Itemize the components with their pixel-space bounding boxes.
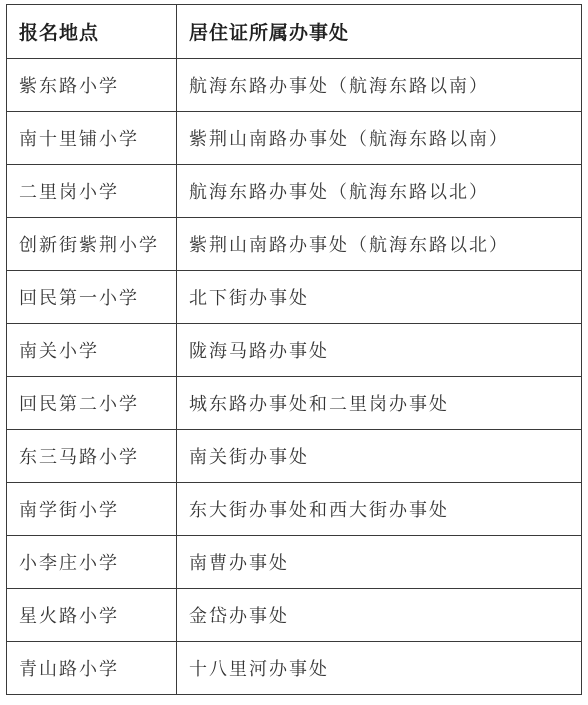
- school-cell: 小李庄小学: [7, 536, 177, 589]
- table-row: [7, 324, 582, 377]
- school-cell: 南关小学: [7, 324, 177, 377]
- table-row: [7, 271, 582, 324]
- office-cell: 东大街办事处和西大街办事处: [177, 483, 582, 536]
- school-cell: 南学街小学: [7, 483, 177, 536]
- office-cell: 北下街办事处: [177, 271, 582, 324]
- office-cell: 航海东路办事处（航海东路以北）: [177, 165, 582, 218]
- school-cell: 创新街紫荆小学: [7, 218, 177, 271]
- table-row: [7, 165, 582, 218]
- header-residence-permit-office: 居住证所属办事处: [177, 5, 582, 59]
- school-cell: 回民第二小学: [7, 377, 177, 430]
- office-cell: 紫荆山南路办事处（航海东路以南）: [177, 112, 582, 165]
- enrollment-table-container: [6, 4, 581, 695]
- office-cell: 十八里河办事处: [177, 642, 582, 695]
- table-row: [7, 59, 582, 112]
- office-cell: 航海东路办事处（航海东路以南）: [177, 59, 582, 112]
- school-cell: 二里岗小学: [7, 165, 177, 218]
- table-row: [7, 642, 582, 695]
- office-cell: 金岱办事处: [177, 589, 582, 642]
- school-cell: 回民第一小学: [7, 271, 177, 324]
- header-registration-location: 报名地点: [7, 5, 177, 59]
- table-row: [7, 377, 582, 430]
- school-cell: 紫东路小学: [7, 59, 177, 112]
- school-cell: 青山路小学: [7, 642, 177, 695]
- table-header-row: [7, 5, 582, 59]
- school-cell: 星火路小学: [7, 589, 177, 642]
- office-cell: 南关街办事处: [177, 430, 582, 483]
- office-cell: 紫荆山南路办事处（航海东路以北）: [177, 218, 582, 271]
- table-row: [7, 589, 582, 642]
- table-row: [7, 483, 582, 536]
- school-cell: 南十里铺小学: [7, 112, 177, 165]
- table-row: [7, 218, 582, 271]
- office-cell: 陇海马路办事处: [177, 324, 582, 377]
- table-row: [7, 112, 582, 165]
- table-row: [7, 536, 582, 589]
- enrollment-table: [6, 4, 582, 695]
- office-cell: 城东路办事处和二里岗办事处: [177, 377, 582, 430]
- school-cell: 东三马路小学: [7, 430, 177, 483]
- office-cell: 南曹办事处: [177, 536, 582, 589]
- table-row: [7, 430, 582, 483]
